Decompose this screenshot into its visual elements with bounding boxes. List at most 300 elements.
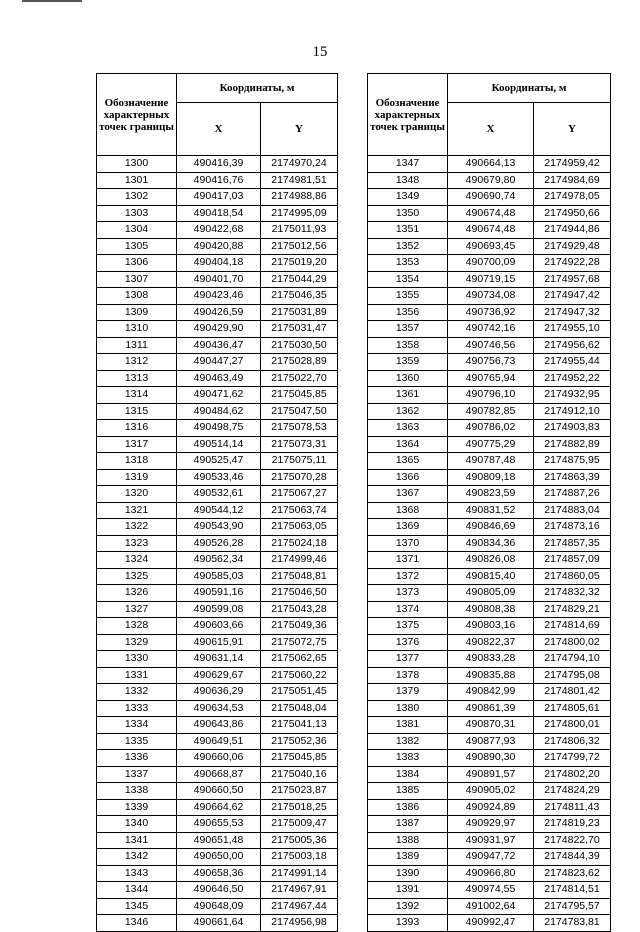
y-coordinate-cell: 2174860,05 bbox=[534, 568, 611, 585]
x-coordinate-cell: 490992,47 bbox=[448, 915, 534, 932]
y-coordinate-cell: 2175048,04 bbox=[261, 700, 338, 717]
table-row bbox=[97, 667, 338, 684]
point-number-cell: 1315 bbox=[97, 403, 177, 420]
table-row bbox=[97, 634, 338, 651]
y-coordinate-cell: 2175028,89 bbox=[261, 354, 338, 371]
table-row bbox=[97, 469, 338, 486]
y-coordinate-cell: 2174957,68 bbox=[534, 271, 611, 288]
table-row bbox=[368, 453, 611, 470]
point-number-cell: 1308 bbox=[97, 288, 177, 305]
point-number-cell: 1331 bbox=[97, 667, 177, 684]
x-coordinate-cell: 490746,56 bbox=[448, 337, 534, 354]
table-row bbox=[97, 585, 338, 602]
table-row bbox=[368, 288, 611, 305]
x-coordinate-cell: 490544,12 bbox=[177, 502, 261, 519]
point-number-cell: 1388 bbox=[368, 832, 448, 849]
point-number-cell: 1383 bbox=[368, 750, 448, 767]
table-row bbox=[368, 304, 611, 321]
x-coordinate-cell: 490931,97 bbox=[448, 832, 534, 849]
table-row bbox=[97, 453, 338, 470]
point-number-cell: 1303 bbox=[97, 205, 177, 222]
table-row bbox=[368, 271, 611, 288]
y-coordinate-cell: 2175073,31 bbox=[261, 436, 338, 453]
table-row bbox=[97, 601, 338, 618]
table-row bbox=[368, 684, 611, 701]
point-number-cell: 1363 bbox=[368, 420, 448, 437]
y-coordinate-cell: 2174956,62 bbox=[534, 337, 611, 354]
table-row bbox=[368, 486, 611, 503]
y-coordinate-cell: 2174947,32 bbox=[534, 304, 611, 321]
table-row bbox=[368, 568, 611, 585]
y-coordinate-cell: 2174783,81 bbox=[534, 915, 611, 932]
header-x: X bbox=[448, 103, 534, 156]
y-coordinate-cell: 2175024,18 bbox=[261, 535, 338, 552]
table-row bbox=[97, 799, 338, 816]
table-row bbox=[368, 387, 611, 404]
point-number-cell: 1304 bbox=[97, 222, 177, 239]
table-row bbox=[368, 849, 611, 866]
point-number-cell: 1378 bbox=[368, 667, 448, 684]
point-number-cell: 1335 bbox=[97, 733, 177, 750]
point-number-cell: 1387 bbox=[368, 816, 448, 833]
x-coordinate-cell: 490786,02 bbox=[448, 420, 534, 437]
point-number-cell: 1377 bbox=[368, 651, 448, 668]
point-number-cell: 1361 bbox=[368, 387, 448, 404]
point-number-cell: 1326 bbox=[97, 585, 177, 602]
table-row bbox=[368, 667, 611, 684]
x-coordinate-cell: 490700,09 bbox=[448, 255, 534, 272]
x-coordinate-cell: 490742,16 bbox=[448, 321, 534, 338]
table-row bbox=[97, 750, 338, 767]
y-coordinate-cell: 2174932,95 bbox=[534, 387, 611, 404]
y-coordinate-cell: 2174801,42 bbox=[534, 684, 611, 701]
header-y: Y bbox=[534, 103, 611, 156]
point-number-cell: 1318 bbox=[97, 453, 177, 470]
point-number-cell: 1305 bbox=[97, 238, 177, 255]
y-coordinate-cell: 2174795,57 bbox=[534, 898, 611, 915]
table-row bbox=[368, 469, 611, 486]
table-row bbox=[368, 321, 611, 338]
x-coordinate-cell: 490831,52 bbox=[448, 502, 534, 519]
y-coordinate-cell: 2175049,36 bbox=[261, 618, 338, 635]
x-coordinate-cell: 490966,80 bbox=[448, 865, 534, 882]
x-coordinate-cell: 490842,99 bbox=[448, 684, 534, 701]
x-coordinate-cell: 490929,97 bbox=[448, 816, 534, 833]
table-row bbox=[368, 898, 611, 915]
y-coordinate-cell: 2175063,74 bbox=[261, 502, 338, 519]
y-coordinate-cell: 2175048,81 bbox=[261, 568, 338, 585]
table-row bbox=[368, 502, 611, 519]
x-coordinate-cell: 490803,16 bbox=[448, 618, 534, 635]
point-number-cell: 1355 bbox=[368, 288, 448, 305]
y-coordinate-cell: 2174952,22 bbox=[534, 370, 611, 387]
y-coordinate-cell: 2174883,04 bbox=[534, 502, 611, 519]
y-coordinate-cell: 2174984,69 bbox=[534, 172, 611, 189]
point-number-cell: 1367 bbox=[368, 486, 448, 503]
y-coordinate-cell: 2174857,35 bbox=[534, 535, 611, 552]
y-coordinate-cell: 2175060,22 bbox=[261, 667, 338, 684]
x-coordinate-cell: 490690,74 bbox=[448, 189, 534, 206]
point-number-cell: 1343 bbox=[97, 865, 177, 882]
point-number-cell: 1334 bbox=[97, 717, 177, 734]
point-number-cell: 1384 bbox=[368, 766, 448, 783]
table-row bbox=[97, 403, 338, 420]
point-number-cell: 1340 bbox=[97, 816, 177, 833]
table-row bbox=[368, 766, 611, 783]
point-number-cell: 1356 bbox=[368, 304, 448, 321]
y-coordinate-cell: 2175009,47 bbox=[261, 816, 338, 833]
y-coordinate-cell: 2175070,28 bbox=[261, 469, 338, 486]
table-row bbox=[368, 816, 611, 833]
table-row bbox=[97, 783, 338, 800]
header-x: X bbox=[177, 103, 261, 156]
point-number-cell: 1349 bbox=[368, 189, 448, 206]
y-coordinate-cell: 2174988,86 bbox=[261, 189, 338, 206]
point-number-cell: 1300 bbox=[97, 156, 177, 173]
header-coordinates: Координаты, м bbox=[177, 74, 338, 103]
y-coordinate-cell: 2174929,48 bbox=[534, 238, 611, 255]
y-coordinate-cell: 2175045,85 bbox=[261, 387, 338, 404]
y-coordinate-cell: 2175075,11 bbox=[261, 453, 338, 470]
table-row bbox=[368, 700, 611, 717]
table-row bbox=[368, 799, 611, 816]
point-number-cell: 1330 bbox=[97, 651, 177, 668]
table-row bbox=[97, 535, 338, 552]
y-coordinate-cell: 2174875,95 bbox=[534, 453, 611, 470]
x-coordinate-cell: 490674,48 bbox=[448, 205, 534, 222]
x-coordinate-cell: 490833,28 bbox=[448, 651, 534, 668]
point-number-cell: 1337 bbox=[97, 766, 177, 783]
y-coordinate-cell: 2175078,53 bbox=[261, 420, 338, 437]
x-coordinate-cell: 490585,03 bbox=[177, 568, 261, 585]
y-coordinate-cell: 2175043,28 bbox=[261, 601, 338, 618]
y-coordinate-cell: 2174967,44 bbox=[261, 898, 338, 915]
table-row bbox=[368, 172, 611, 189]
x-coordinate-cell: 490426,59 bbox=[177, 304, 261, 321]
x-coordinate-cell: 490650,00 bbox=[177, 849, 261, 866]
y-coordinate-cell: 2174978,05 bbox=[534, 189, 611, 206]
table-row bbox=[97, 898, 338, 915]
table-row bbox=[97, 156, 338, 173]
table-row bbox=[97, 370, 338, 387]
table-row bbox=[97, 733, 338, 750]
table-row bbox=[97, 288, 338, 305]
table-row bbox=[97, 238, 338, 255]
table-row bbox=[368, 156, 611, 173]
y-coordinate-cell: 2175018,25 bbox=[261, 799, 338, 816]
point-number-cell: 1353 bbox=[368, 255, 448, 272]
table-row bbox=[97, 766, 338, 783]
y-coordinate-cell: 2174819,23 bbox=[534, 816, 611, 833]
table-row bbox=[368, 552, 611, 569]
x-coordinate-cell: 490674,48 bbox=[448, 222, 534, 239]
point-number-cell: 1301 bbox=[97, 172, 177, 189]
y-coordinate-cell: 2174832,32 bbox=[534, 585, 611, 602]
point-number-cell: 1333 bbox=[97, 700, 177, 717]
y-coordinate-cell: 2175052,36 bbox=[261, 733, 338, 750]
point-number-cell: 1312 bbox=[97, 354, 177, 371]
point-number-cell: 1374 bbox=[368, 601, 448, 618]
x-coordinate-cell: 490974,55 bbox=[448, 882, 534, 899]
table-row bbox=[368, 420, 611, 437]
x-coordinate-cell: 490835,88 bbox=[448, 667, 534, 684]
y-coordinate-cell: 2174800,02 bbox=[534, 634, 611, 651]
point-number-cell: 1317 bbox=[97, 436, 177, 453]
x-coordinate-cell: 490418,54 bbox=[177, 205, 261, 222]
table-row bbox=[97, 271, 338, 288]
x-coordinate-cell: 490422,68 bbox=[177, 222, 261, 239]
x-coordinate-cell: 490646,50 bbox=[177, 882, 261, 899]
point-number-cell: 1366 bbox=[368, 469, 448, 486]
y-coordinate-cell: 2174799,72 bbox=[534, 750, 611, 767]
y-coordinate-cell: 2175067,27 bbox=[261, 486, 338, 503]
x-coordinate-cell: 490809,18 bbox=[448, 469, 534, 486]
x-coordinate-cell: 490514,14 bbox=[177, 436, 261, 453]
y-coordinate-cell: 2174873,16 bbox=[534, 519, 611, 536]
y-coordinate-cell: 2174955,44 bbox=[534, 354, 611, 371]
table-row bbox=[368, 222, 611, 239]
top-rule bbox=[22, 0, 82, 2]
y-coordinate-cell: 2175041,13 bbox=[261, 717, 338, 734]
point-number-cell: 1389 bbox=[368, 849, 448, 866]
x-coordinate-cell: 490629,67 bbox=[177, 667, 261, 684]
table-row bbox=[368, 651, 611, 668]
point-number-cell: 1358 bbox=[368, 337, 448, 354]
x-coordinate-cell: 490823,59 bbox=[448, 486, 534, 503]
y-coordinate-cell: 2175022,70 bbox=[261, 370, 338, 387]
x-coordinate-cell: 490924,89 bbox=[448, 799, 534, 816]
table-row bbox=[368, 255, 611, 272]
x-coordinate-cell: 490436,47 bbox=[177, 337, 261, 354]
x-coordinate-cell: 490661,64 bbox=[177, 915, 261, 932]
y-coordinate-cell: 2174844,39 bbox=[534, 849, 611, 866]
x-coordinate-cell: 490463,49 bbox=[177, 370, 261, 387]
point-number-cell: 1302 bbox=[97, 189, 177, 206]
y-coordinate-cell: 2175012,56 bbox=[261, 238, 338, 255]
point-number-cell: 1390 bbox=[368, 865, 448, 882]
point-number-cell: 1350 bbox=[368, 205, 448, 222]
x-coordinate-cell: 490775,29 bbox=[448, 436, 534, 453]
x-coordinate-cell: 490526,28 bbox=[177, 535, 261, 552]
point-number-cell: 1306 bbox=[97, 255, 177, 272]
point-number-cell: 1327 bbox=[97, 601, 177, 618]
table-row bbox=[368, 585, 611, 602]
table-row bbox=[368, 832, 611, 849]
table-row bbox=[97, 436, 338, 453]
table-row bbox=[368, 519, 611, 536]
point-number-cell: 1368 bbox=[368, 502, 448, 519]
y-coordinate-cell: 2175072,75 bbox=[261, 634, 338, 651]
x-coordinate-cell: 490822,37 bbox=[448, 634, 534, 651]
x-coordinate-cell: 490787,48 bbox=[448, 453, 534, 470]
x-coordinate-cell: 490631,14 bbox=[177, 651, 261, 668]
x-coordinate-cell: 490782,85 bbox=[448, 403, 534, 420]
y-coordinate-cell: 2174970,24 bbox=[261, 156, 338, 173]
table-row bbox=[97, 222, 338, 239]
table-row bbox=[97, 387, 338, 404]
point-number-cell: 1338 bbox=[97, 783, 177, 800]
table-row bbox=[368, 403, 611, 420]
table-row bbox=[368, 783, 611, 800]
point-number-cell: 1325 bbox=[97, 568, 177, 585]
point-number-cell: 1339 bbox=[97, 799, 177, 816]
table-row bbox=[368, 750, 611, 767]
y-coordinate-cell: 2175003,18 bbox=[261, 849, 338, 866]
x-coordinate-cell: 490890,30 bbox=[448, 750, 534, 767]
point-number-cell: 1346 bbox=[97, 915, 177, 932]
point-number-cell: 1392 bbox=[368, 898, 448, 915]
x-coordinate-cell: 490643,86 bbox=[177, 717, 261, 734]
point-number-cell: 1391 bbox=[368, 882, 448, 899]
table-row bbox=[97, 684, 338, 701]
y-coordinate-cell: 2174829,21 bbox=[534, 601, 611, 618]
y-coordinate-cell: 2174802,20 bbox=[534, 766, 611, 783]
header-point-designation: Обозначение характерных точек границы bbox=[97, 74, 177, 156]
y-coordinate-cell: 2174823,62 bbox=[534, 865, 611, 882]
x-coordinate-cell: 490543,90 bbox=[177, 519, 261, 536]
y-coordinate-cell: 2174814,69 bbox=[534, 618, 611, 635]
point-number-cell: 1345 bbox=[97, 898, 177, 915]
y-coordinate-cell: 2175030,50 bbox=[261, 337, 338, 354]
table-row bbox=[97, 865, 338, 882]
page-number: 15 bbox=[312, 44, 328, 60]
table-row bbox=[97, 832, 338, 849]
x-coordinate-cell: 490826,08 bbox=[448, 552, 534, 569]
x-coordinate-cell: 490765,94 bbox=[448, 370, 534, 387]
table-row bbox=[97, 321, 338, 338]
y-coordinate-cell: 2174912,10 bbox=[534, 403, 611, 420]
table-row bbox=[368, 205, 611, 222]
table-row bbox=[368, 634, 611, 651]
x-coordinate-cell: 490532,61 bbox=[177, 486, 261, 503]
point-number-cell: 1381 bbox=[368, 717, 448, 734]
x-coordinate-cell: 490846,69 bbox=[448, 519, 534, 536]
point-number-cell: 1322 bbox=[97, 519, 177, 536]
x-coordinate-cell: 490660,50 bbox=[177, 783, 261, 800]
x-coordinate-cell: 490877,93 bbox=[448, 733, 534, 750]
table-row bbox=[97, 502, 338, 519]
point-number-cell: 1344 bbox=[97, 882, 177, 899]
x-coordinate-cell: 490417,03 bbox=[177, 189, 261, 206]
x-coordinate-cell: 490525,47 bbox=[177, 453, 261, 470]
y-coordinate-cell: 2174857,09 bbox=[534, 552, 611, 569]
y-coordinate-cell: 2174999,46 bbox=[261, 552, 338, 569]
y-coordinate-cell: 2174824,29 bbox=[534, 783, 611, 800]
x-coordinate-cell: 490679,80 bbox=[448, 172, 534, 189]
y-coordinate-cell: 2174947,42 bbox=[534, 288, 611, 305]
x-coordinate-cell: 490861,39 bbox=[448, 700, 534, 717]
y-coordinate-cell: 2174882,89 bbox=[534, 436, 611, 453]
table-row bbox=[97, 205, 338, 222]
x-coordinate-cell: 490423,46 bbox=[177, 288, 261, 305]
y-coordinate-cell: 2174863,39 bbox=[534, 469, 611, 486]
y-coordinate-cell: 2174995,09 bbox=[261, 205, 338, 222]
table-row bbox=[368, 865, 611, 882]
x-coordinate-cell: 490498,75 bbox=[177, 420, 261, 437]
x-coordinate-cell: 490905,02 bbox=[448, 783, 534, 800]
table-row bbox=[97, 304, 338, 321]
header-y: Y bbox=[261, 103, 338, 156]
point-number-cell: 1373 bbox=[368, 585, 448, 602]
x-coordinate-cell: 490636,29 bbox=[177, 684, 261, 701]
table-row bbox=[368, 238, 611, 255]
x-coordinate-cell: 490599,08 bbox=[177, 601, 261, 618]
point-number-cell: 1313 bbox=[97, 370, 177, 387]
x-coordinate-cell: 490634,53 bbox=[177, 700, 261, 717]
table-row bbox=[97, 552, 338, 569]
y-coordinate-cell: 2175051,45 bbox=[261, 684, 338, 701]
x-coordinate-cell: 490651,48 bbox=[177, 832, 261, 849]
table-row bbox=[97, 354, 338, 371]
table-row bbox=[368, 733, 611, 750]
y-coordinate-cell: 2175005,36 bbox=[261, 832, 338, 849]
x-coordinate-cell: 490736,92 bbox=[448, 304, 534, 321]
x-coordinate-cell: 490416,39 bbox=[177, 156, 261, 173]
point-number-cell: 1321 bbox=[97, 502, 177, 519]
y-coordinate-cell: 2174944,86 bbox=[534, 222, 611, 239]
x-coordinate-cell: 490401,70 bbox=[177, 271, 261, 288]
y-coordinate-cell: 2175040,16 bbox=[261, 766, 338, 783]
point-number-cell: 1352 bbox=[368, 238, 448, 255]
x-coordinate-cell: 490870,31 bbox=[448, 717, 534, 734]
point-number-cell: 1354 bbox=[368, 271, 448, 288]
table-row bbox=[368, 189, 611, 206]
x-coordinate-cell: 490655,53 bbox=[177, 816, 261, 833]
y-coordinate-cell: 2174922,28 bbox=[534, 255, 611, 272]
x-coordinate-cell: 490891,57 bbox=[448, 766, 534, 783]
y-coordinate-cell: 2175019,20 bbox=[261, 255, 338, 272]
y-coordinate-cell: 2175047,50 bbox=[261, 403, 338, 420]
x-coordinate-cell: 490805,09 bbox=[448, 585, 534, 602]
point-number-cell: 1351 bbox=[368, 222, 448, 239]
x-coordinate-cell: 490660,06 bbox=[177, 750, 261, 767]
point-number-cell: 1307 bbox=[97, 271, 177, 288]
y-coordinate-cell: 2174806,32 bbox=[534, 733, 611, 750]
table-row bbox=[97, 189, 338, 206]
y-coordinate-cell: 2175046,35 bbox=[261, 288, 338, 305]
header-coordinates: Координаты, м bbox=[448, 74, 611, 103]
point-number-cell: 1332 bbox=[97, 684, 177, 701]
x-coordinate-cell: 490834,36 bbox=[448, 535, 534, 552]
point-number-cell: 1324 bbox=[97, 552, 177, 569]
point-number-cell: 1341 bbox=[97, 832, 177, 849]
header-point-designation: Обозначение характерных точек границы bbox=[368, 74, 448, 156]
point-number-cell: 1320 bbox=[97, 486, 177, 503]
table-row bbox=[97, 882, 338, 899]
point-number-cell: 1329 bbox=[97, 634, 177, 651]
x-coordinate-cell: 490947,72 bbox=[448, 849, 534, 866]
point-number-cell: 1342 bbox=[97, 849, 177, 866]
point-number-cell: 1319 bbox=[97, 469, 177, 486]
x-coordinate-cell: 490591,16 bbox=[177, 585, 261, 602]
table-row bbox=[97, 618, 338, 635]
y-coordinate-cell: 2174814,51 bbox=[534, 882, 611, 899]
y-coordinate-cell: 2174822,70 bbox=[534, 832, 611, 849]
table-row bbox=[368, 354, 611, 371]
y-coordinate-cell: 2174795,08 bbox=[534, 667, 611, 684]
y-coordinate-cell: 2175045,85 bbox=[261, 750, 338, 767]
table-row bbox=[97, 915, 338, 932]
y-coordinate-cell: 2174991,14 bbox=[261, 865, 338, 882]
point-number-cell: 1314 bbox=[97, 387, 177, 404]
x-coordinate-cell: 490756,73 bbox=[448, 354, 534, 371]
table-row bbox=[368, 436, 611, 453]
x-coordinate-cell: 490416,76 bbox=[177, 172, 261, 189]
point-number-cell: 1369 bbox=[368, 519, 448, 536]
y-coordinate-cell: 2175031,89 bbox=[261, 304, 338, 321]
x-coordinate-cell: 490533,46 bbox=[177, 469, 261, 486]
x-coordinate-cell: 490429,90 bbox=[177, 321, 261, 338]
